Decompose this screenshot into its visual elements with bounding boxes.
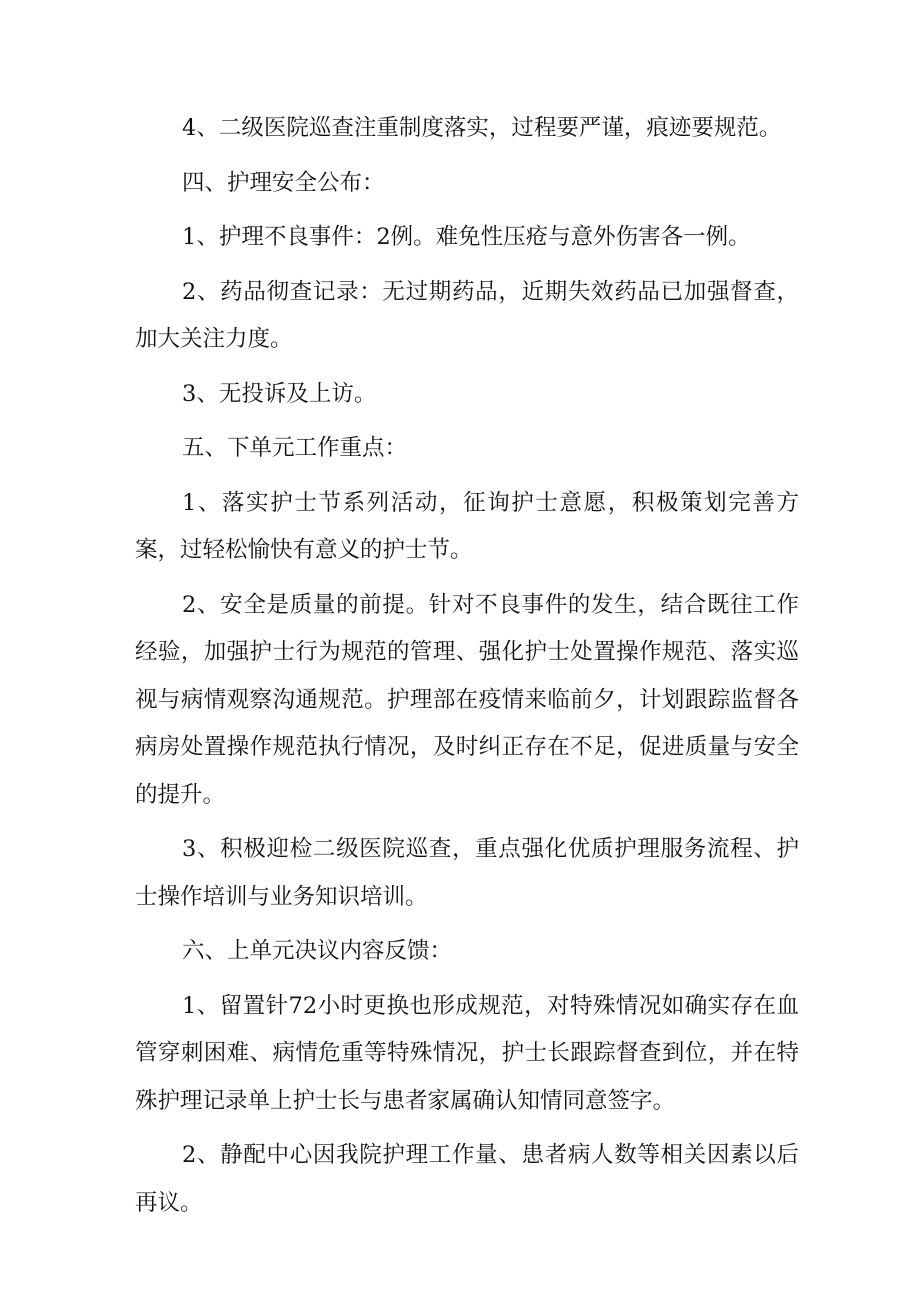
paragraph-indwelling-needle: 1、留置针72小时更换也形成规范，对特殊情况如确实存在血管穿刺困难、病情危重等特殊情况，护士长跟踪督查到位，并在特殊护理记录单上护士长与患者家属确认知情同意签字。 — [135, 992, 799, 1114]
section-heading-next-priorities: 五、下单元工作重点： — [182, 435, 408, 461]
paragraph-inspection-preparation: 3、积极迎检二级医院巡查，重点强化优质护理服务流程、护士操作培训与业务知识培训。 — [135, 836, 799, 910]
paragraph-no-complaints: 3、无投诉及上访。 — [182, 380, 377, 407]
document-body — [135, 105, 799, 1234]
section-heading-resolution-feedback: 六、上单元决议内容反馈： — [182, 938, 453, 964]
paragraph-safety-quality: 2、安全是质量的前提。针对不良事件的发生，结合既往工作经验，加强护士行为规范的管理、强化护士处置操作规范、落实巡视与病情观察沟通规范。护理部在疫情来临前夕，计划跟踪监督各病房处置操作规范执行情况，及时纠正存在不足，促进质量与安全的提升。 — [135, 591, 799, 808]
paragraph-nurses-day: 1、落实护士节系列活动，征询护士意愿，积极策划完善方案，过轻松愉快有意义的护士节。 — [135, 489, 799, 563]
paragraph-item-4-institution-inspection: 4、二级医院巡查注重制度落实，过程要严谨，痕迹要规范。 — [182, 115, 782, 141]
paragraph-dispensing-center: 2、静配中心因我院护理工作量、患者病人数等相关因素以后再议。 — [135, 1142, 799, 1216]
section-heading-nursing-safety: 四、护理安全公布： — [182, 169, 385, 196]
paragraph-adverse-events: 1、护理不良事件：2例。难免性压疮与意外伤害各一例。 — [182, 224, 751, 250]
paragraph-drug-inspection: 2、药品彻查记录：无过期药品，近期失效药品已加强督查，加大关注力度。 — [135, 278, 799, 352]
